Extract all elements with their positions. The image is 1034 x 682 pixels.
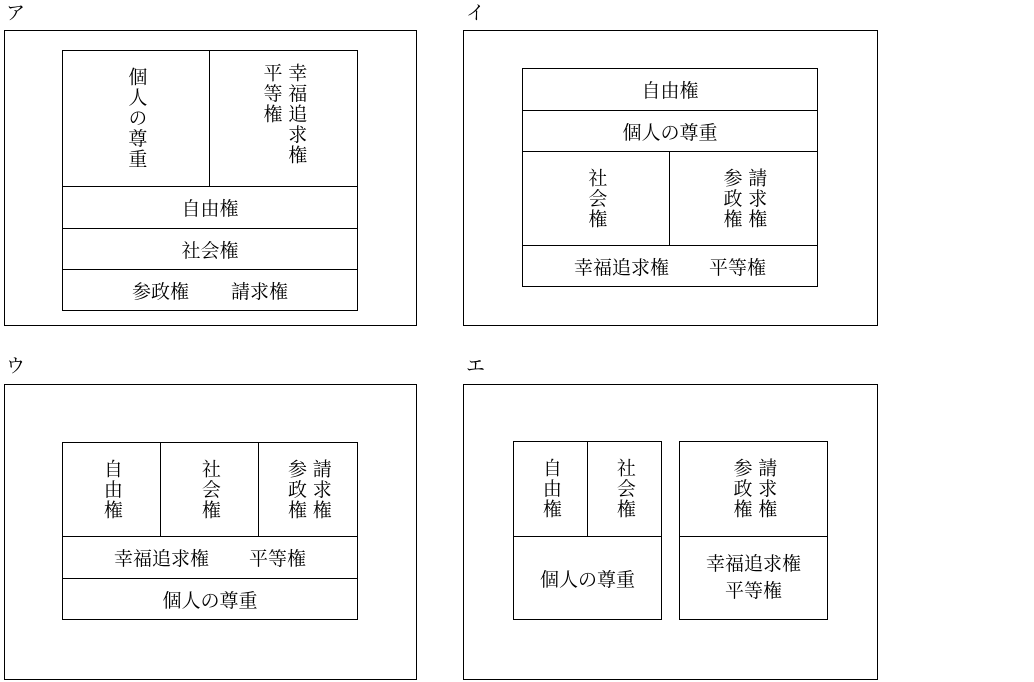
u-kojin-cell <box>62 578 358 620</box>
i-kojin-cell <box>522 110 818 152</box>
i-seikyu-sansei-cell <box>669 151 818 246</box>
a-jiyu-text: 自由権 <box>181 198 239 220</box>
a-seikyu-text: 請求権 <box>231 280 289 303</box>
i-kofuku-text: 幸福追求権 <box>573 256 669 279</box>
u-kofuku-byodo-cell <box>62 536 358 579</box>
u-kojin-text: 個人の尊重 <box>162 589 258 612</box>
e-jiyu-cell <box>513 441 588 537</box>
panel-i-diagram <box>522 68 818 287</box>
e-byodo-text: 平等権 <box>724 580 782 602</box>
a-kofuku-text: 幸福追求権 <box>285 63 308 166</box>
panel-e-right-diagram <box>679 441 828 620</box>
i-kofuku-byodo-cell <box>522 245 818 287</box>
a-jiyu-cell <box>62 186 358 229</box>
e-shakai-cell <box>587 441 662 537</box>
e-kofuku-byodo-cell <box>679 536 828 620</box>
i-sansei-text: 参政権 <box>720 167 743 230</box>
u-sansei-text: 参政権 <box>285 458 307 521</box>
a-kofuku-byodo-cell <box>209 50 358 187</box>
panel-e-left-diagram <box>513 441 662 620</box>
panel-label-i: イ <box>466 2 486 24</box>
e-shakai-text: 社会権 <box>613 458 636 520</box>
panel-a-diagram <box>62 50 358 311</box>
e-sansei-text: 参政権 <box>730 458 753 520</box>
a-shakai-text: 社会権 <box>181 239 239 262</box>
a-sansei-seikyu-cell <box>62 269 358 311</box>
i-jiyu-cell <box>522 68 818 111</box>
u-byodo-text: 平等権 <box>249 548 307 570</box>
i-seikyu-text: 請求権 <box>745 167 768 230</box>
a-sansei-text: 参政権 <box>131 280 189 303</box>
i-shakai-text: 社会権 <box>585 167 608 230</box>
a-kojin-text: 個人の尊重 <box>125 67 148 170</box>
u-seikyu-sansei-cell <box>258 442 358 537</box>
u-kofuku-text: 幸福追求権 <box>113 548 209 570</box>
i-shakai-cell <box>522 151 670 246</box>
e-jiyu-text: 自由権 <box>539 458 562 520</box>
a-shakai-cell <box>62 228 358 270</box>
i-byodo-text: 平等権 <box>709 256 767 279</box>
u-shakai-cell <box>160 442 259 537</box>
panel-label-u: ウ <box>6 355 26 377</box>
i-jiyu-text: 自由権 <box>641 80 699 102</box>
a-kojin-cell <box>62 50 210 187</box>
u-seikyu-text: 請求権 <box>309 458 332 521</box>
panel-u-diagram <box>62 442 358 620</box>
u-jiyu-cell <box>62 442 161 537</box>
panel-label-e: エ <box>466 355 486 377</box>
a-byodo-text: 平等権 <box>260 63 283 125</box>
e-seikyu-text: 請求権 <box>755 458 778 520</box>
u-jiyu-text: 自由権 <box>100 458 123 521</box>
e-kofuku-text: 幸福追求権 <box>705 553 801 576</box>
panel-label-a: ア <box>6 2 26 24</box>
e-seikyu-sansei-cell <box>679 441 828 537</box>
i-kojin-text: 個人の尊重 <box>622 121 718 144</box>
e-kojin-cell <box>513 536 662 620</box>
u-shakai-text: 社会権 <box>198 458 221 521</box>
e-kojin-text: 個人の尊重 <box>539 568 635 591</box>
